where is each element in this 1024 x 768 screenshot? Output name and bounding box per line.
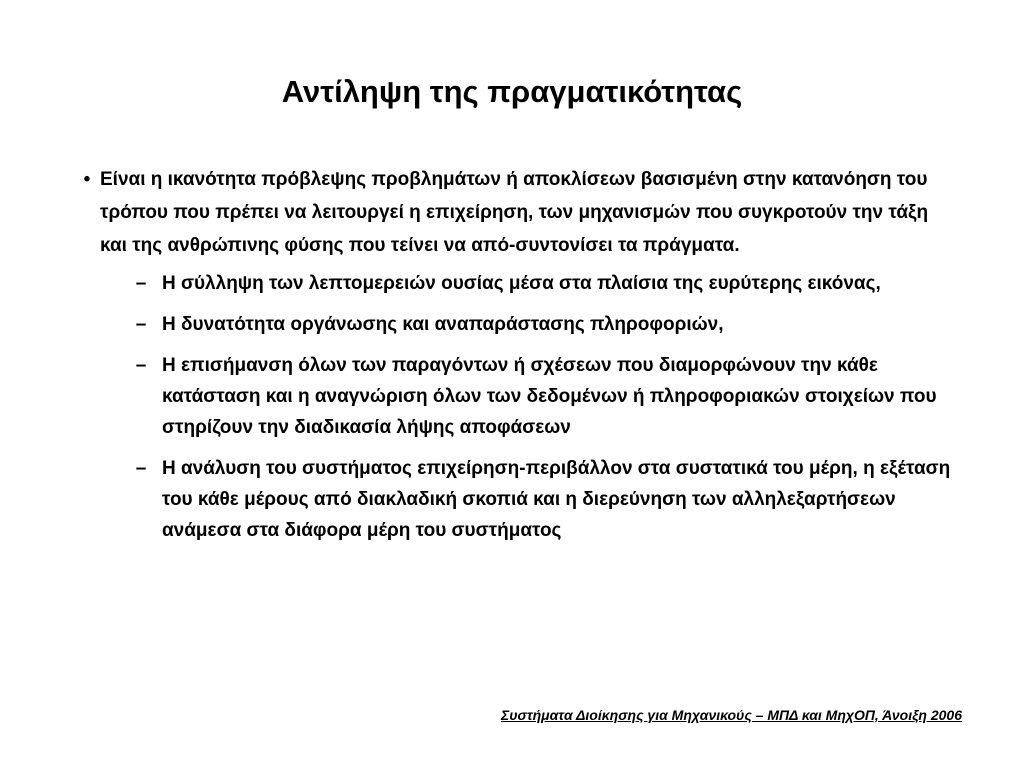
sub-bullet-item <box>100 268 960 299</box>
sub-bullet-item <box>100 350 960 443</box>
dash-marker: – <box>135 273 147 294</box>
main-bullet <box>80 163 960 546</box>
bullet-list <box>80 163 960 556</box>
sub-bullet-text: Η σύλληψη των λεπτομερειών ουσίας μέσα στα πλαίσια της ευρύτερης εικόνας, <box>162 273 881 294</box>
main-bullet-text: Είναι η ικανότητα πρόβλεψης προβλημάτων ή αποκλίσεων βασισμένη στην κατανόηση του τρόπου που πρέπει να λειτουργεί η επιχείρηση, των μηχανισμών που συγκροτούν την τάξη και της ανθρώπινης φύσης που τείνει να από-συντονίσει τα πράγματα. <box>100 169 929 256</box>
sub-bullet-text: Η ανάλυση του συστήματος επιχείρηση-περιβάλλον στα συστατικά του μέρη, η εξέταση του κάθε μέρους από διακλαδική σκοπιά και η διερεύνηση των αλληλεξαρτήσεων ανάμεσα στα διάφορα μέρη του συστήματος <box>162 458 951 541</box>
sub-bullet-text: Η δυνατότητα οργάνωσης και αναπαράστασης πληροφοριών, <box>162 314 724 335</box>
sub-bullet-item <box>100 453 960 546</box>
sub-bullet-list <box>100 268 960 546</box>
footer-course-title: Συστήματα Διοίκησης για Μηχανικούς – ΜΠΔ και ΜηχΟΠ, Άνοιξη 2006 <box>501 707 962 723</box>
dash-marker: – <box>135 355 147 376</box>
dash-marker: – <box>135 314 147 335</box>
sub-bullet-item <box>100 309 960 340</box>
dash-marker: – <box>135 458 147 479</box>
sub-bullet-text: Η επισήμανση όλων των παραγόντων ή σχέσεων που διαμορφώνουν την κάθε κατάσταση και η αναγνώριση όλων των δεδομένων ή πληροφοριακών στοιχείων που στηρίζουν την διαδικασία λήψης αποφάσεων <box>162 355 937 438</box>
bullet-marker: • <box>83 169 91 190</box>
slide-title: Αντίληψη της πραγματικότητας <box>281 74 743 109</box>
